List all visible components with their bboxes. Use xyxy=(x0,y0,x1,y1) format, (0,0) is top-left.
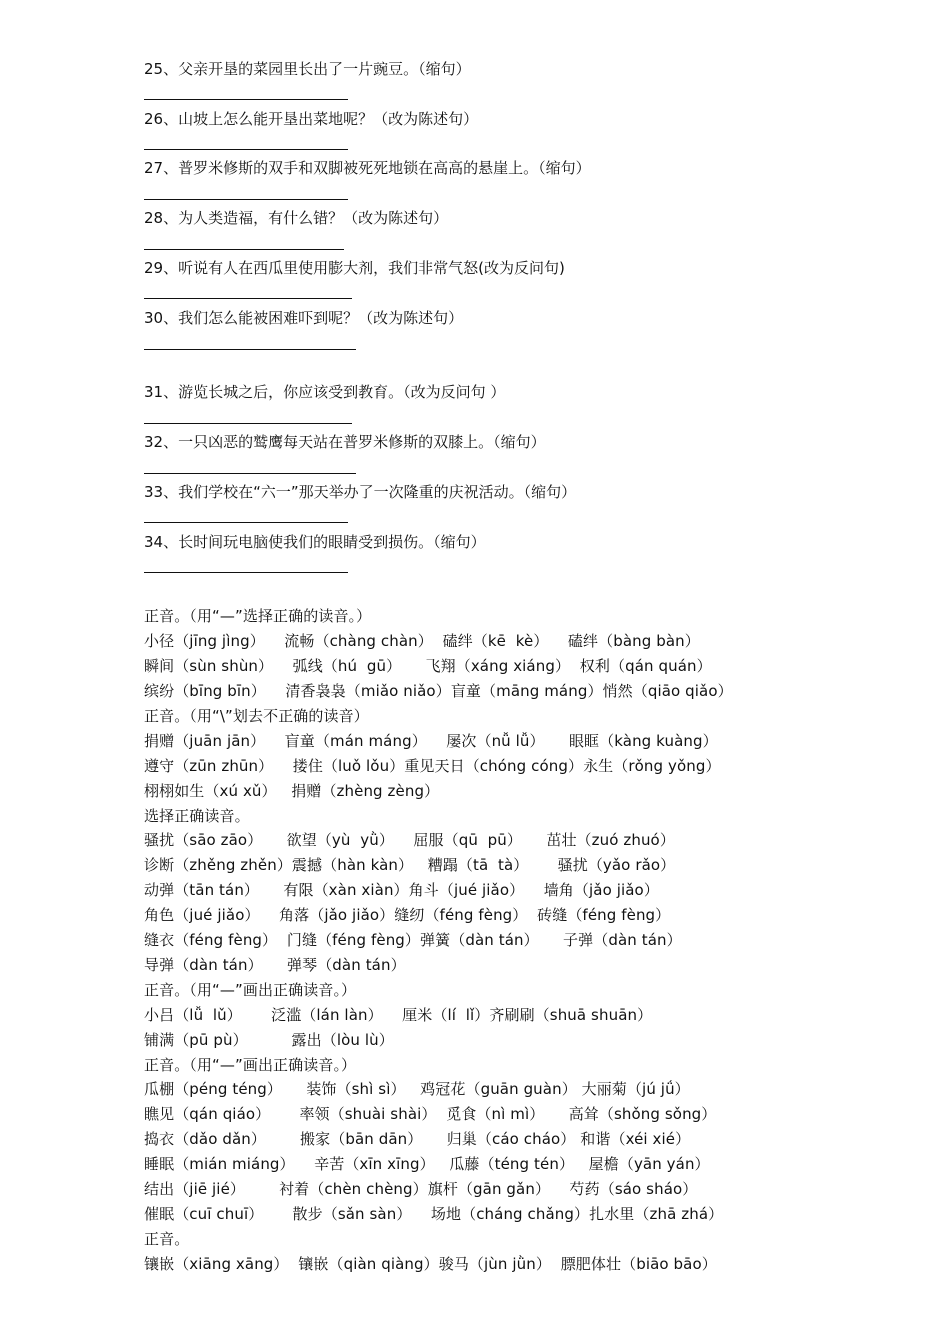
pinyin-line: 铺满（pū pù） 露出（lòu lù） xyxy=(144,1031,394,1049)
pinyin-line: 瞬间（sùn shùn） 弧线（hú gū） 飞翔（xáng xiáng） 权利（qán quán） xyxy=(144,657,712,675)
pinyin-line: 镶嵌（xiāng xāng） 镶嵌（qiàn qiàng）骏马（jùn jǜn） 膘肥体壮（biāo bāo） xyxy=(144,1255,717,1273)
question-31: 31、游览长城之后，你应该受到教育。（改为反问句 ） xyxy=(144,383,506,401)
pinyin-line: 缤纷（bīng bīn） 清香袅袅（miǎo niǎo）盲童（māng máng）悄然（qiāo qiǎo） xyxy=(144,682,733,700)
pinyin-line: 小吕（lǚ lǔ） 泛滥（lán làn） 厘米（lí lǐ）齐刷刷（shuā shuān） xyxy=(144,1006,653,1024)
question-30: 30、我们怎么能被困难吓到呢？（改为陈述句） xyxy=(144,309,464,327)
pinyin-line: 遵守（zūn zhūn） 搂住（luǒ lǒu）重见天日（chóng cóng）永生（rǒng yǒng） xyxy=(144,757,721,775)
pinyin-line: 捐赠（juān jān） 盲童（mán máng） 屡次（nǚ lǚ） 眼眶（kàng kuàng） xyxy=(144,732,718,750)
question-28: 28、为人类造福，有什么错？（改为陈述句） xyxy=(144,209,449,227)
answer-line-31 xyxy=(144,423,352,424)
section-heading: 正音。（用“\”划去不正确的读音） xyxy=(144,707,369,725)
section-heading: 正音。（用“—”画出正确读音。） xyxy=(144,981,357,999)
question-27: 27、普罗米修斯的双手和双脚被死死地锁在高高的悬崖上。（缩句） xyxy=(144,159,591,177)
section-heading: 正音。（用“—”画出正确读音。） xyxy=(144,1056,357,1074)
answer-line-34 xyxy=(144,572,348,573)
pinyin-line: 睡眠（mián miáng） 辛苦（xīn xīng） 瓜藤（téng tén） 屋檐（yān yán） xyxy=(144,1155,710,1173)
question-25: 25、父亲开垦的菜园里长出了一片豌豆。（缩句） xyxy=(144,60,471,78)
pinyin-line: 骚扰（sāo zāo） 欲望（yù yǜ） 屈服（qū pū） 茁壮（zuó zhuó） xyxy=(144,831,675,849)
question-32: 32、一只凶恶的鹫鹰每天站在普罗米修斯的双膝上。（缩句） xyxy=(144,433,546,451)
answer-line-32 xyxy=(144,473,356,474)
answer-line-30 xyxy=(144,349,356,350)
answer-line-26 xyxy=(144,149,348,150)
pinyin-line: 导弹（dàn tán） 弹琴（dàn tán） xyxy=(144,956,406,974)
pinyin-line: 角色（jué jiǎo） 角落（jǎo jiǎo）缝纫（féng fèng） 砖缝（féng fèng） xyxy=(144,906,671,924)
answer-line-28 xyxy=(144,249,344,250)
pinyin-line: 动弹（tān tán） 有限（xàn xiàn）角斗（jué jiǎo） 墙角（jǎo jiǎo） xyxy=(144,881,659,899)
answer-line-27 xyxy=(144,199,348,200)
answer-line-25 xyxy=(144,99,348,100)
pinyin-line: 小径（jīng jìng） 流畅（chàng chàn） 磕绊（kē kè） 磕绊（bàng bàn） xyxy=(144,632,700,650)
pinyin-line: 诊断（zhěng zhěn）震撼（hàn kàn） 糟蹋（tā tà） 骚扰（yǎo rǎo） xyxy=(144,856,676,874)
pinyin-line: 栩栩如生（xú xǔ） 捐赠（zhèng zèng） xyxy=(144,782,440,800)
pinyin-line: 瓜棚（péng téng） 装饰（shì sì） 鸡冠花（guān guàn） 大丽菊（jú jǘ） xyxy=(144,1080,690,1098)
pinyin-line: 结出（jiē jié） 衬着（chèn chèng）旗杆（gān gǎn） 芍药（sáo sháo） xyxy=(144,1180,698,1198)
section-heading: 正音。 xyxy=(144,1230,190,1248)
question-34: 34、长时间玩电脑使我们的眼睛受到损伤。（缩句） xyxy=(144,533,486,551)
section-heading: 正音。（用“—”选择正确的读音。） xyxy=(144,607,372,625)
question-33: 33、我们学校在“六一”那天举办了一次隆重的庆祝活动。（缩句） xyxy=(144,483,577,501)
answer-line-33 xyxy=(144,522,348,523)
pinyin-line: 缝衣（féng fèng） 门缝（féng fèng）弹簧（dàn tán） 子弹（dàn tán） xyxy=(144,931,682,949)
question-26: 26、山坡上怎么能开垦出菜地呢？（改为陈述句） xyxy=(144,110,479,128)
section-heading: 选择正确读音。 xyxy=(144,807,250,825)
pinyin-line: 催眠（cuī chuī） 散步（sǎn sàn） 场地（cháng chǎng）扎水里（zhā zhá） xyxy=(144,1205,724,1223)
answer-line-29 xyxy=(144,298,352,299)
pinyin-line: 瞧见（qán qiáo） 率领（shuài shài） 觅食（nì mì） 高耸（shǒng sǒng） xyxy=(144,1105,717,1123)
question-29: 29、听说有人在西瓜里使用膨大剂，我们非常气怒(改为反问句) xyxy=(144,259,565,277)
pinyin-line: 捣衣（dǎo dǎn） 搬家（bān dān） 归巢（cáo cháo） 和谐（xéi xié） xyxy=(144,1130,691,1148)
